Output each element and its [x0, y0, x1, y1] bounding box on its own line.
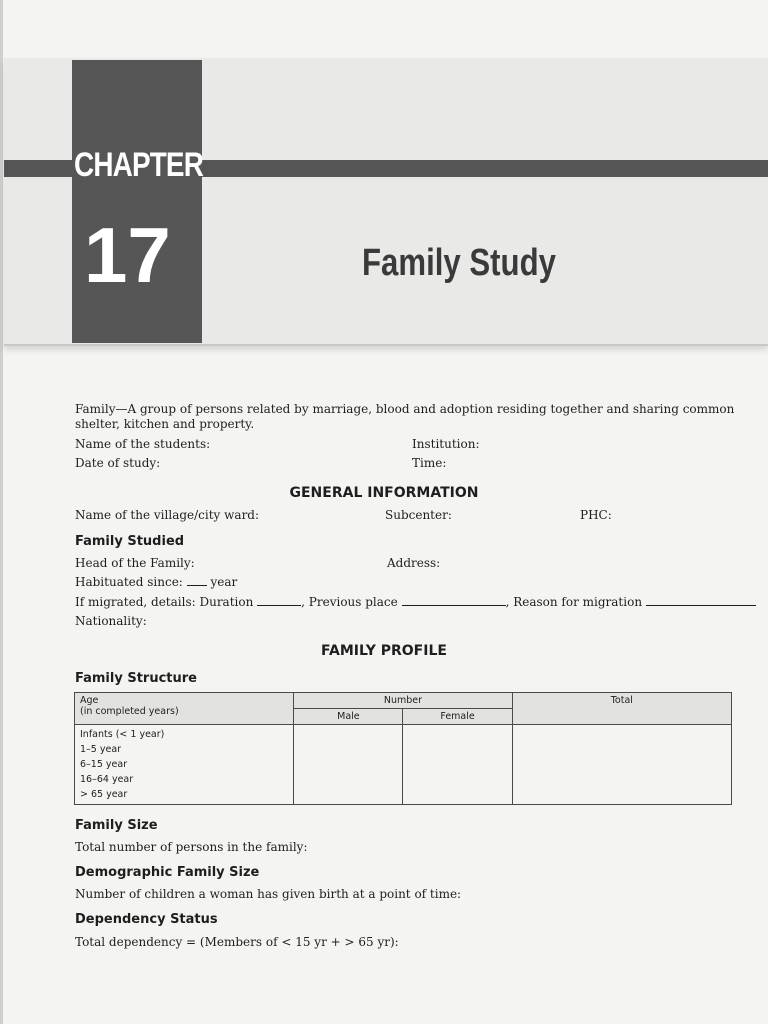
- female-cell: [403, 725, 512, 805]
- age-row-label: 1–5 year: [80, 744, 122, 755]
- subcenter-label: Subcenter:: [385, 508, 452, 522]
- habituated-unit: year: [210, 575, 238, 589]
- chapter-word: CHAPTER: [74, 146, 204, 184]
- family-size-text: Total number of persons in the family:: [75, 840, 308, 854]
- family-structure-table: [74, 692, 732, 805]
- habituated-label: Habituated since:: [75, 575, 183, 589]
- total-cell: [512, 725, 731, 805]
- age-row-label: > 65 year: [80, 789, 128, 800]
- habituated-blank: [187, 575, 207, 586]
- previous-place-blank: [402, 595, 506, 606]
- chapter-title: Family Study: [362, 242, 556, 284]
- age-row-label: 16–64 year: [80, 774, 134, 785]
- age-row-label: 6–15 year: [80, 759, 128, 770]
- address-label: Address:: [387, 556, 441, 570]
- number-header: Number: [294, 693, 512, 709]
- page-left-edge: [0, 0, 3, 1024]
- previous-place-label: , Previous place: [301, 595, 398, 609]
- family-size-heading: Family Size: [75, 818, 158, 833]
- reason-blank: [646, 595, 756, 606]
- head-of-family-label: Head of the Family:: [75, 556, 195, 570]
- demographic-text: Number of children a woman has given birth at a point of time:: [75, 887, 462, 901]
- students-label: Name of the students:: [75, 437, 211, 451]
- female-header: Female: [403, 709, 512, 725]
- demographic-heading: Demographic Family Size: [75, 865, 260, 880]
- migration-row: [75, 595, 756, 610]
- male-cell: [294, 725, 403, 805]
- general-information-heading: GENERAL INFORMATION: [289, 485, 479, 501]
- date-label: Date of study:: [75, 456, 161, 470]
- chapter-box: [72, 60, 202, 343]
- dependency-heading: Dependency Status: [75, 912, 218, 927]
- family-profile-heading: FAMILY PROFILE: [321, 643, 447, 659]
- habituated-row: [75, 575, 237, 590]
- institution-label: Institution:: [412, 437, 480, 451]
- family-studied-heading: Family Studied: [75, 534, 185, 549]
- age-header: Age (in completed years): [75, 693, 294, 725]
- age-row-label: Infants (< 1 year): [80, 729, 165, 740]
- nationality-label: Nationality:: [75, 614, 147, 628]
- family-structure-heading: Family Structure: [75, 671, 197, 686]
- village-label: Name of the village/city ward:: [75, 508, 260, 522]
- phc-label: PHC:: [580, 508, 612, 522]
- duration-blank: [257, 595, 301, 606]
- age-cell: [75, 725, 294, 805]
- migrated-label: If migrated, details: Duration: [75, 595, 254, 609]
- time-label: Time:: [412, 456, 447, 470]
- chapter-number: 17: [84, 211, 171, 299]
- family-definition: Family—A group of persons related by marriage, blood and adoption residing together and sharing common shelter, kitchen and property.: [75, 402, 735, 431]
- dependency-text: Total dependency = (Members of < 15 yr + > 65 yr):: [75, 935, 399, 949]
- male-header: Male: [294, 709, 403, 725]
- reason-label: , Reason for migration: [505, 595, 643, 609]
- total-header: Total: [512, 693, 731, 725]
